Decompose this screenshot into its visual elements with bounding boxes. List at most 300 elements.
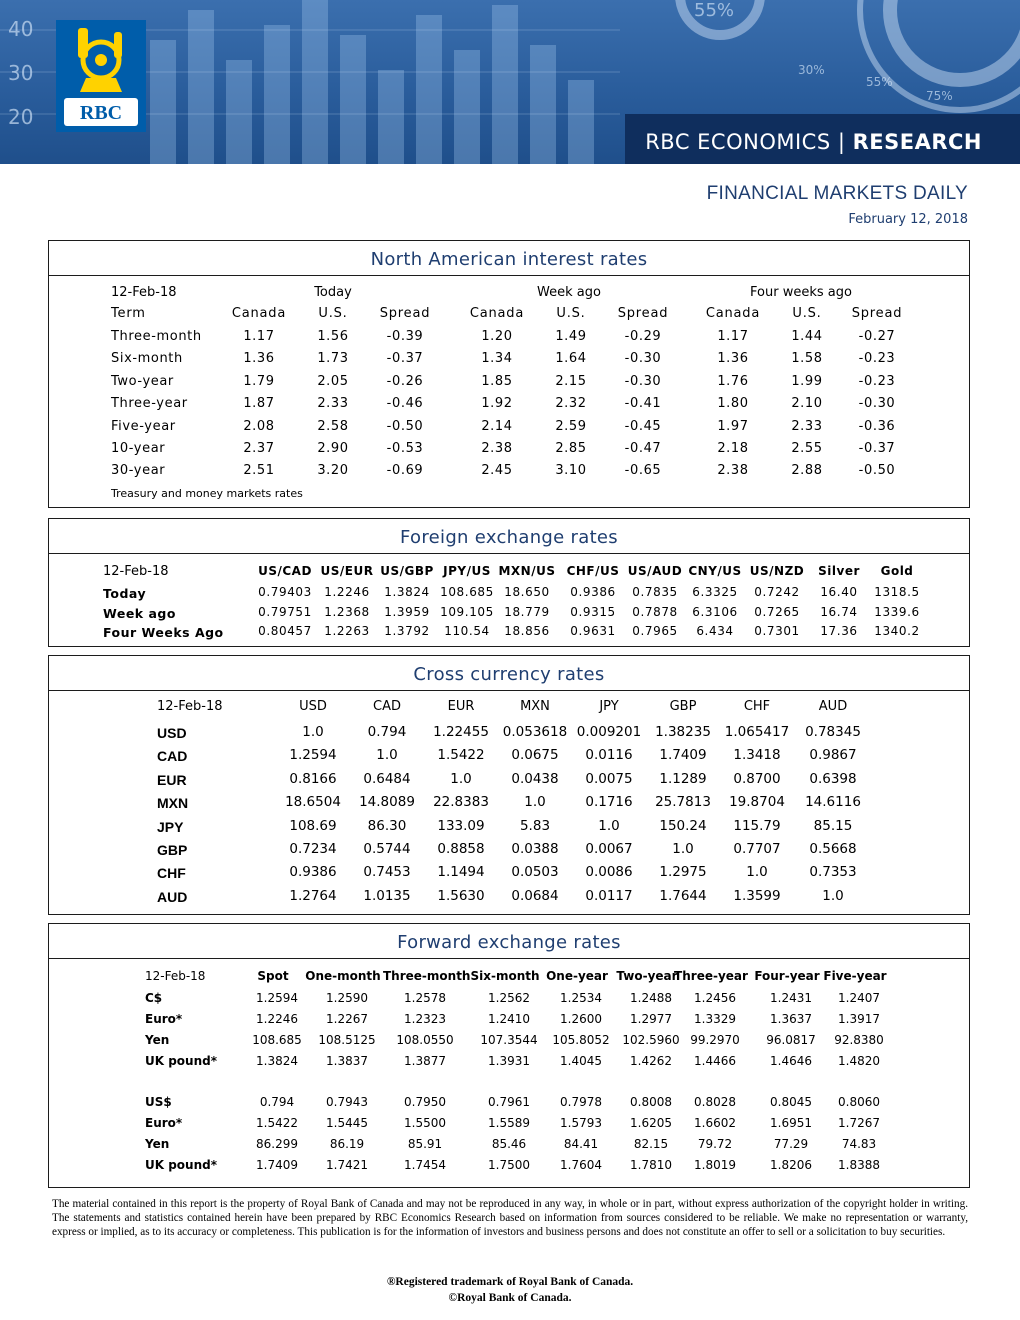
column-header: AUD: [818, 699, 848, 714]
table-cell: 18.779: [504, 604, 550, 619]
table-cell: 17.36: [820, 624, 858, 638]
table-cell: 1.2600: [560, 1012, 602, 1026]
table-cell: 1.36: [243, 351, 275, 367]
table-cell: 0.0684: [511, 887, 559, 904]
table-cell: 2.37: [243, 441, 275, 456]
table-cell: 115.79: [733, 817, 781, 834]
column-header: US/AUD: [627, 564, 683, 578]
table-cell: 0.7301: [754, 624, 800, 638]
table-cell: 2.58: [317, 418, 349, 434]
table-cell: 1.0: [450, 770, 472, 787]
table-cell: 1.3637: [770, 1012, 812, 1026]
row-label: UK pound*: [145, 1054, 218, 1068]
table-cell: 1.1289: [659, 770, 707, 787]
table-cell: 1.6602: [694, 1116, 736, 1130]
table-cell: 2.08: [243, 418, 275, 434]
group-header: Week ago: [537, 285, 601, 300]
table-cell: 1.2410: [488, 1012, 530, 1026]
table-cell: 1.73: [317, 351, 349, 367]
table-cell: -0.47: [624, 441, 662, 456]
table-cell: 2.85: [555, 441, 587, 456]
table-cell: 2.10: [791, 396, 823, 412]
table-cell: 18.650: [504, 585, 550, 599]
table-cell: 2.05: [317, 373, 349, 389]
table-cell: 108.0550: [396, 1033, 454, 1047]
table-date: 12-Feb-18: [157, 699, 223, 714]
table-cell: 0.0388: [511, 841, 559, 857]
deco-number: 40: [8, 17, 34, 41]
copyright-notice: ©Royal Bank of Canada.: [448, 1292, 572, 1304]
row-label: Week ago: [103, 605, 176, 621]
table-cell: 1.2323: [404, 1012, 446, 1026]
table-cell: 1.0: [746, 864, 768, 881]
column-header: Spot: [257, 969, 289, 983]
table-cell: 0.7835: [632, 585, 678, 599]
table-cell: -0.46: [386, 396, 424, 412]
table-cell: 85.15: [813, 817, 853, 834]
table-cell: 0.1716: [585, 794, 633, 811]
column-header: US/NZD: [749, 564, 805, 578]
header-bold: RESEARCH: [852, 130, 982, 154]
table-cell: -0.45: [624, 418, 662, 434]
row-label: Four Weeks Ago: [103, 625, 224, 640]
table-cell: 0.7943: [326, 1095, 368, 1109]
column-header: USD: [299, 699, 327, 714]
table-cell: 1.0135: [363, 887, 411, 904]
table-cell: 1.5589: [488, 1116, 530, 1130]
table-footnote: Treasury and money markets rates: [111, 487, 303, 500]
row-label: 10-year: [111, 441, 166, 456]
table-cell: 1.1494: [437, 864, 485, 881]
table-cell: -0.39: [386, 329, 424, 344]
table-cell: 1.2263: [324, 624, 370, 638]
column-header: US/EUR: [320, 564, 374, 578]
column-header: Two-year: [616, 969, 678, 983]
table-cell: 1.0: [822, 887, 844, 904]
table-cell: -0.36: [858, 418, 896, 434]
header-banner: [0, 0, 1020, 164]
table-cell: 0.80457: [258, 624, 312, 638]
table-cell: 1.2246: [324, 585, 370, 599]
table-cell: 82.15: [633, 1137, 669, 1151]
table-cell: 0.8045: [770, 1095, 812, 1109]
table-cell: 1.3824: [384, 585, 430, 599]
table-cell: 1.2562: [488, 991, 530, 1005]
column-header: Four-year: [754, 969, 820, 983]
table-cell: 0.9386: [289, 864, 337, 881]
column-header: JPY/US: [443, 564, 491, 578]
table-cell: 1.0: [302, 724, 324, 740]
table-cell: 0.0116: [585, 747, 633, 764]
table-date: 12-Feb-18: [145, 969, 206, 983]
table-cell: 0.7353: [809, 864, 857, 881]
table-cell: 2.38: [717, 463, 749, 479]
table-cell: 2.55: [791, 441, 823, 456]
column-header: EUR: [447, 699, 475, 714]
table-cell: 1.3931: [488, 1054, 530, 1068]
table-cell: 0.794: [259, 1095, 295, 1109]
table-cell: 0.7242: [754, 585, 800, 599]
table-cell: 1.2368: [324, 604, 370, 619]
table-cell: 19.8704: [729, 794, 785, 811]
table-cell: 1.3329: [694, 1012, 736, 1026]
cross-currency-panel: [48, 655, 970, 915]
table-cell: 86.299: [256, 1137, 298, 1151]
column-header: Spread: [379, 306, 431, 321]
table-cell: 1.3824: [256, 1054, 298, 1068]
table-cell: 0.8700: [733, 770, 781, 787]
table-cell: 110.54: [444, 624, 490, 638]
table-cell: 1.7810: [630, 1158, 672, 1172]
table-cell: 1.3792: [384, 624, 430, 638]
table-cell: 6.3106: [692, 604, 738, 619]
table-cell: 14.8089: [359, 794, 415, 811]
table-cell: 0.0117: [585, 887, 633, 904]
row-label: Two-year: [111, 373, 174, 389]
table-cell: 6.434: [696, 624, 734, 638]
table-cell: 1.17: [243, 329, 275, 344]
table-cell: 0.7707: [733, 841, 781, 857]
table-cell: -0.41: [624, 396, 662, 412]
table-cell: 108.69: [289, 817, 337, 834]
table-cell: 0.79751: [258, 604, 312, 619]
table-cell: -0.37: [386, 351, 424, 367]
table-cell: 0.79403: [258, 585, 312, 599]
row-label: Today: [103, 586, 147, 601]
table-cell: 1.64: [555, 351, 587, 367]
table-cell: 1.0: [672, 841, 694, 857]
column-header: MXN: [520, 699, 550, 714]
row-label: AUD: [157, 888, 188, 905]
table-cell: 107.3544: [480, 1033, 538, 1047]
table-cell: 0.7950: [404, 1095, 446, 1109]
table-cell: 102.5960: [622, 1033, 680, 1047]
column-header: US/CAD: [258, 564, 312, 578]
panel-title: North American interest rates: [49, 241, 969, 276]
table-cell: 25.7813: [655, 794, 711, 811]
table-cell: 96.0817: [766, 1033, 816, 1047]
column-header: U.S.: [556, 306, 586, 321]
report-title: FINANCIAL MARKETS DAILY: [706, 183, 968, 204]
table-cell: 0.7453: [363, 864, 411, 881]
table-cell: 133.09: [437, 817, 485, 834]
table-cell: 1.0: [376, 747, 398, 764]
column-header: Spread: [617, 306, 669, 321]
table-cell: 1.2456: [694, 991, 736, 1005]
table-cell: 0.8858: [437, 841, 485, 857]
table-cell: 2.59: [555, 418, 587, 434]
table-cell: 0.6398: [809, 770, 857, 787]
table-cell: -0.30: [624, 351, 662, 367]
deco-number: 20: [8, 105, 34, 129]
table-cell: 2.45: [481, 463, 513, 479]
table-cell: 1.2594: [289, 747, 337, 764]
row-label: Six-month: [111, 351, 183, 367]
table-cell: 1.7409: [256, 1158, 298, 1172]
table-cell: 2.38: [481, 441, 513, 456]
table-cell: 1.2534: [560, 991, 602, 1005]
deco-percent: 55%: [694, 0, 735, 21]
table-cell: 1.7500: [488, 1158, 530, 1172]
table-cell: 1.7644: [659, 887, 707, 904]
row-label: USD: [157, 725, 187, 741]
disclaimer: The material contained in this report is the property of Royal Bank of Canada and may not be reproduced in any way, in whole or in part, without express authorization of the copyright holder in writing. The statements and statistics contained herein have been prepared by RBC Economics Research based on information from sources considered to be reliable. We make no representation or warranty, express or implied, as to its accuracy or completeness. This publication is for the information of investors and business persons and does not constitute an offer to sell or a solicitation to buy securities.: [52, 1198, 968, 1238]
table-cell: 1.56: [317, 329, 349, 344]
table-cell: 1.3959: [384, 604, 430, 619]
row-label: Yen: [145, 1137, 170, 1151]
table-cell: -0.50: [386, 418, 424, 434]
table-cell: 1.7421: [326, 1158, 368, 1172]
deco-percent: 75%: [926, 89, 953, 103]
deco-percent: 30%: [798, 63, 825, 77]
column-header: MXN/US: [498, 564, 556, 578]
row-label: Yen: [145, 1033, 170, 1047]
table-cell: 0.0438: [511, 770, 559, 787]
table-cell: 2.33: [791, 418, 823, 434]
table-cell: 1.7604: [560, 1158, 602, 1172]
table-cell: 1.3837: [326, 1054, 368, 1068]
group-header: Four weeks ago: [750, 285, 852, 300]
table-cell: 0.5744: [363, 841, 411, 857]
table-cell: -0.30: [624, 373, 662, 389]
column-header: One-month: [305, 969, 381, 983]
table-date: 12-Feb-18: [103, 564, 169, 579]
table-cell: 1.7267: [838, 1116, 880, 1130]
table-cell: 1.76: [717, 373, 749, 389]
table-cell: -0.26: [386, 373, 424, 389]
table-cell: 18.6504: [285, 794, 341, 811]
table-cell: 1.92: [481, 396, 513, 412]
table-cell: 108.5125: [318, 1033, 376, 1047]
column-header: CHF/US: [566, 564, 620, 578]
table-cell: 1.5630: [437, 887, 485, 904]
table-cell: 1.2590: [326, 991, 368, 1005]
table-cell: 0.0075: [585, 770, 633, 787]
table-cell: 1.3599: [733, 887, 781, 904]
table-cell: 1.8019: [694, 1158, 736, 1172]
table-cell: 85.46: [491, 1137, 527, 1151]
row-label: UK pound*: [145, 1158, 218, 1172]
group-header: Today: [314, 285, 352, 300]
column-header: US/GBP: [380, 564, 434, 578]
column-header: U.S.: [792, 306, 822, 321]
table-cell: 92.8380: [834, 1033, 884, 1047]
header-light: RBC ECONOMICS |: [645, 130, 853, 154]
table-cell: 150.24: [659, 817, 707, 834]
table-cell: 86.30: [367, 817, 407, 834]
table-cell: 16.74: [820, 604, 858, 619]
column-header: Three-year: [674, 969, 748, 983]
column-header: CNY/US: [688, 564, 742, 578]
table-cell: 0.0675: [511, 747, 559, 764]
column-header: Five-year: [823, 969, 887, 983]
table-cell: 3.20: [317, 463, 349, 479]
table-cell: 0.7978: [560, 1095, 602, 1109]
table-cell: 86.19: [329, 1137, 365, 1151]
table-cell: 1.2246: [256, 1012, 298, 1026]
table-cell: 79.72: [697, 1137, 733, 1151]
table-cell: 0.7265: [754, 604, 800, 619]
row-label: CAD: [157, 748, 188, 765]
column-header: U.S.: [318, 306, 348, 321]
table-cell: 1.2431: [770, 991, 812, 1005]
table-cell: -0.37: [858, 441, 896, 456]
row-label: Euro*: [145, 1012, 183, 1026]
table-cell: 1.79: [243, 373, 275, 389]
column-header: GBP: [669, 699, 697, 714]
table-cell: 84.41: [563, 1137, 599, 1151]
column-header: CHF: [743, 699, 771, 714]
table-cell: 0.7878: [632, 604, 678, 619]
column-header: Canada: [231, 306, 287, 321]
table-cell: 1.8206: [770, 1158, 812, 1172]
row-label: JPY: [157, 818, 184, 835]
table-cell: 1.0: [524, 794, 546, 811]
table-cell: 1.85: [481, 373, 513, 389]
table-cell: 1.5500: [404, 1116, 446, 1130]
column-header: One-year: [546, 969, 608, 983]
table-cell: 1.3917: [838, 1012, 880, 1026]
row-label: Euro*: [145, 1116, 183, 1130]
table-cell: 2.51: [243, 463, 275, 479]
panel-title: Cross currency rates: [49, 656, 969, 691]
interest-rates-panel: [48, 240, 970, 508]
table-cell: -0.29: [624, 329, 662, 344]
table-cell: 105.8052: [552, 1033, 610, 1047]
table-cell: 109.105: [440, 604, 494, 619]
column-header: Silver: [818, 564, 860, 578]
deco-percent: 55%: [866, 75, 893, 89]
table-cell: 1.7409: [659, 747, 707, 764]
table-cell: 1.065417: [724, 724, 790, 740]
table-cell: 1.3877: [404, 1054, 446, 1068]
table-cell: 0.009201: [576, 724, 642, 740]
table-cell: 0.8060: [838, 1095, 880, 1109]
table-cell: 18.856: [504, 624, 550, 638]
row-label: MXN: [157, 795, 189, 812]
table-cell: 0.9867: [809, 747, 857, 764]
table-cell: -0.50: [858, 463, 896, 479]
deco-number: 30: [8, 61, 34, 85]
table-cell: 1.7454: [404, 1158, 446, 1172]
table-cell: 1.5445: [326, 1116, 368, 1130]
row-label: EUR: [157, 771, 187, 788]
column-header: CAD: [373, 699, 401, 714]
table-cell: -0.53: [386, 441, 424, 456]
table-cell: -0.69: [386, 463, 424, 479]
table-cell: 1.87: [243, 396, 275, 412]
table-cell: 1.2977: [630, 1012, 672, 1026]
table-cell: 0.6484: [363, 770, 411, 787]
table-cell: 0.0067: [585, 841, 633, 857]
column-header: Gold: [880, 564, 914, 578]
table-cell: 74.83: [841, 1137, 877, 1151]
column-header: JPY: [599, 699, 619, 714]
table-cell: 2.32: [555, 396, 587, 412]
column-header: Three-month: [383, 969, 471, 983]
table-cell: 0.78345: [805, 724, 861, 740]
table-cell: 1.0: [598, 817, 620, 834]
table-cell: 1.22455: [433, 724, 489, 740]
table-cell: 0.9315: [570, 604, 616, 619]
table-cell: -0.30: [858, 396, 896, 412]
table-cell: 0.9631: [570, 624, 616, 638]
table-cell: 1.38235: [655, 724, 711, 740]
table-cell: 0.0086: [585, 864, 633, 881]
table-cell: 0.9386: [570, 585, 616, 599]
table-cell: 1339.6: [874, 604, 920, 619]
row-label: Three-year: [111, 396, 188, 412]
table-cell: 1.58: [791, 351, 823, 367]
table-cell: 0.7965: [632, 624, 678, 638]
table-cell: 16.40: [820, 585, 858, 599]
table-cell: 1.34: [481, 351, 513, 367]
table-cell: 1.5422: [437, 747, 485, 764]
table-cell: 2.18: [717, 441, 749, 456]
column-header: Six-month: [470, 969, 540, 983]
table-cell: 1.36: [717, 351, 749, 367]
table-cell: 1.4466: [694, 1054, 736, 1068]
column-header: Canada: [705, 306, 761, 321]
table-cell: 1.99: [791, 373, 823, 389]
column-header: Canada: [469, 306, 525, 321]
panel-title: Forward exchange rates: [49, 924, 969, 959]
table-cell: 14.6116: [805, 794, 861, 811]
row-label: Three-month: [111, 329, 202, 344]
table-cell: 1.4262: [630, 1054, 672, 1068]
table-cell: 22.8383: [433, 794, 489, 811]
table-cell: 1.6951: [770, 1116, 812, 1130]
panel-title: Foreign exchange rates: [49, 519, 969, 554]
table-cell: 1318.5: [874, 585, 920, 599]
table-cell: 1.5793: [560, 1116, 602, 1130]
table-cell: 2.90: [317, 441, 349, 456]
table-cell: 0.053618: [502, 724, 568, 740]
table-cell: 85.91: [407, 1137, 443, 1151]
table-cell: 1.4820: [838, 1054, 880, 1068]
row-label: C$: [145, 991, 163, 1005]
forward-rates-panel: [48, 923, 970, 1188]
table-cell: 1.4646: [770, 1054, 812, 1068]
table-cell: 3.10: [555, 463, 587, 479]
table-cell: 1.8388: [838, 1158, 880, 1172]
table-cell: -0.27: [858, 329, 896, 344]
table-date: 12-Feb-18: [111, 285, 177, 300]
rbc-logo: [56, 20, 146, 132]
table-cell: 108.685: [440, 585, 494, 599]
table-cell: 2.33: [317, 396, 349, 412]
table-cell: 0.8008: [630, 1095, 672, 1109]
table-cell: 5.83: [519, 817, 551, 834]
table-cell: 1.2764: [289, 887, 337, 904]
table-cell: 1.80: [717, 396, 749, 412]
table-cell: 1.97: [717, 418, 749, 434]
table-cell: 1.6205: [630, 1116, 672, 1130]
table-cell: 1.2594: [256, 991, 298, 1005]
table-cell: 1.4045: [560, 1054, 602, 1068]
row-label: CHF: [157, 865, 186, 882]
table-cell: 0.7234: [289, 841, 337, 857]
table-cell: 1.2407: [838, 991, 880, 1005]
table-cell: 0.8166: [289, 770, 337, 787]
row-label: 30-year: [111, 463, 166, 479]
table-cell: 1.49: [555, 329, 587, 344]
trademark-notice: ®Registered trademark of Royal Bank of Canada.: [386, 1276, 634, 1288]
report-date: February 12, 2018: [848, 212, 968, 227]
table-cell: 1.2488: [630, 991, 672, 1005]
table-cell: -0.23: [858, 373, 896, 389]
table-cell: 2.14: [481, 418, 513, 434]
